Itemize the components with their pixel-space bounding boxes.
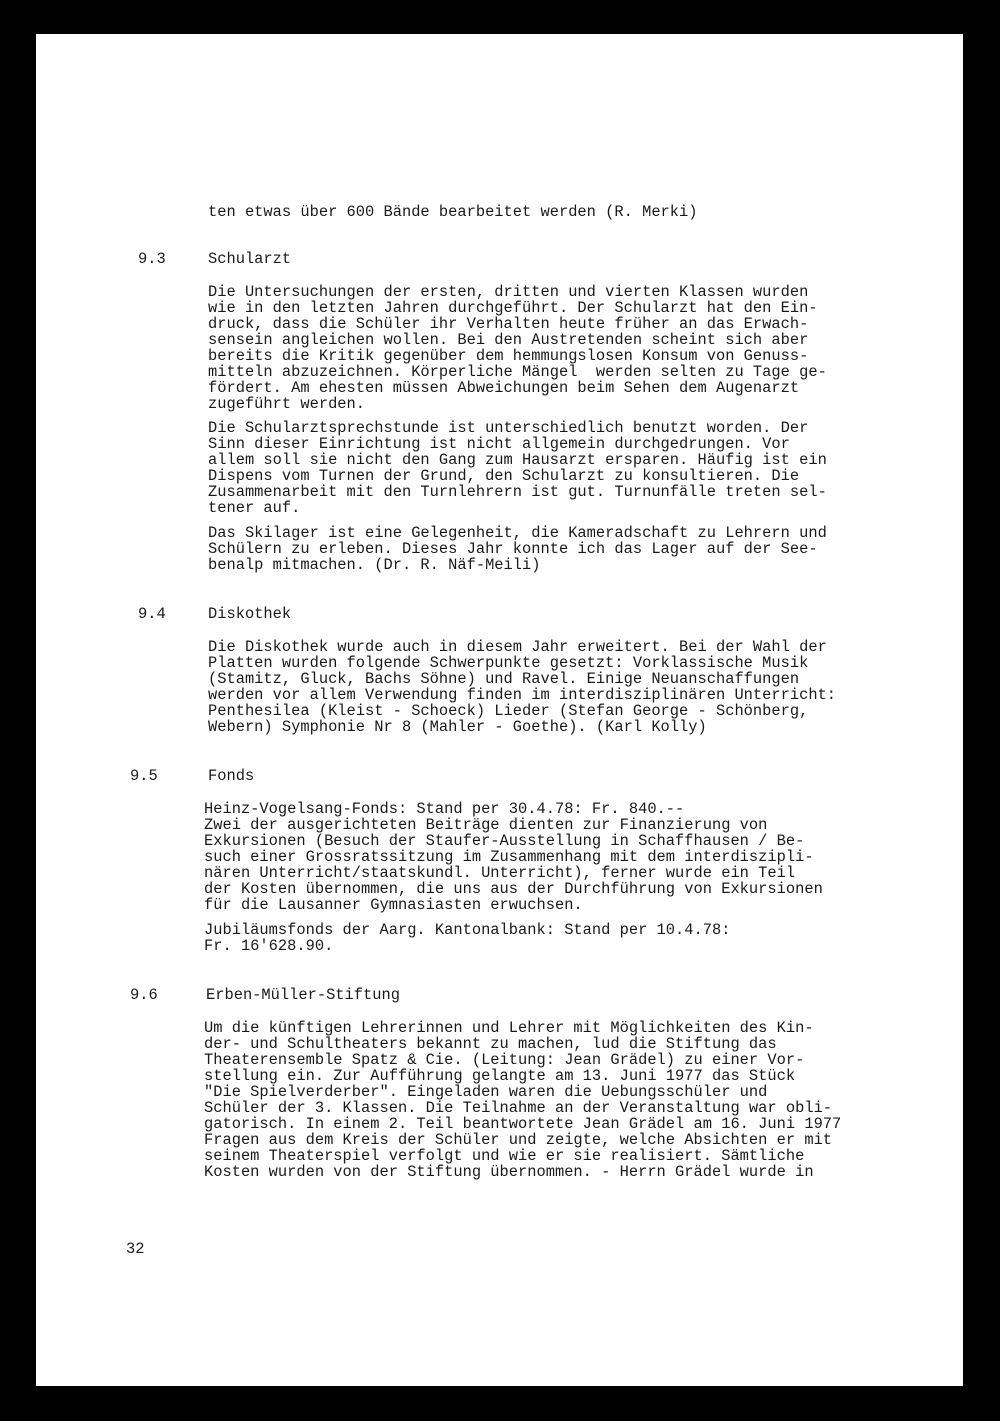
text-line: Schülern zu erleben. Dieses Jahr konnte ich das Lager auf der See- xyxy=(208,540,818,558)
text-line: seinem Theaterspiel verfolgt und wie er sie realisiert. Sämtliche xyxy=(204,1147,805,1165)
section-title: Erben-Müller-Stiftung xyxy=(206,986,400,1004)
section-number: 9.4 xyxy=(138,605,166,623)
text-line: Schüler der 3. Klassen. Die Teilnahme an der Veranstaltung war obli- xyxy=(204,1099,833,1117)
text-line: sensein angleichen wollen. Bei den Austretenden scheint sich aber xyxy=(208,331,809,349)
text-line: der- und Schultheaters bekannt zu machen, lud die Stiftung das xyxy=(204,1035,777,1053)
text-line: (Stamitz, Gluck, Bachs Söhne) und Ravel. Einige Neuanschaffungen xyxy=(208,670,800,688)
text-line: tener auf. xyxy=(208,499,301,517)
document-page xyxy=(36,34,963,1386)
text-line: werden vor allem Verwendung finden im interdisziplinären Unterricht: xyxy=(208,686,837,704)
text-line: bereits die Kritik gegenüber dem hemmungslosen Konsum von Genuss- xyxy=(208,347,809,365)
text-line: für die Lausanner Gymnasiasten erwuchsen. xyxy=(204,896,583,914)
text-line: Die Untersuchungen der ersten, dritten und vierten Klassen wurden xyxy=(208,283,809,301)
text-line: Sinn dieser Einrichtung ist nicht allgemein durchgedrungen. Vor xyxy=(208,435,790,453)
text-line: fördert. Am ehesten müssen Abweichungen beim Sehen dem Augenarzt xyxy=(208,379,800,397)
text-line: Platten wurden folgende Schwerpunkte gesetzt: Vorklassische Musik xyxy=(208,654,809,672)
section-title: Diskothek xyxy=(208,605,292,623)
page-number: 32 xyxy=(126,1240,145,1258)
text-line: Dispens vom Turnen der Grund, den Schularzt zu konsultieren. Die xyxy=(208,467,800,485)
section-title: Schularzt xyxy=(208,250,292,268)
text-line: Um die künftigen Lehrerinnen und Lehrer mit Möglichkeiten des Kin- xyxy=(204,1019,814,1037)
text-line: Die Diskothek wurde auch in diesem Jahr erweitert. Bei der Wahl der xyxy=(208,638,827,656)
text-line: Zwei der ausgerichteten Beiträge dienten zur Finanzierung von xyxy=(204,816,768,834)
text-line: Penthesilea (Kleist - Schoeck) Lieder (Stefan George - Schönberg, xyxy=(208,702,809,720)
text-line: Zusammenarbeit mit den Turnlehrern ist gut. Turnunfälle treten sel- xyxy=(208,483,827,501)
section-number: 9.6 xyxy=(130,986,158,1004)
text-line: zugeführt werden. xyxy=(208,395,366,413)
text-line: benalp mitmachen. (Dr. R. Näf-Meili) xyxy=(208,556,541,574)
section-number: 9.5 xyxy=(130,767,158,785)
text-line: allem soll sie nicht den Gang zum Hausarzt ersparen. Häufig ist ein xyxy=(208,451,827,469)
text-line: Fr. 16'628.90. xyxy=(204,937,334,955)
text-line: Kosten wurden von der Stiftung übernommen. - Herrn Grädel wurde in xyxy=(204,1163,814,1181)
text-line: nären Unterricht/staatskundl. Unterricht), ferner wurde ein Teil xyxy=(204,864,796,882)
text-line: Das Skilager ist eine Gelegenheit, die Kameradschaft zu Lehrern und xyxy=(208,524,827,542)
section-number: 9.3 xyxy=(138,250,166,268)
text-line: gatorisch. In einem 2. Teil beantwortete Jean Grädel am 16. Juni 1977 xyxy=(204,1115,842,1133)
text-line: wie in den letzten Jahren durchgeführt. Der Schularzt hat den Ein- xyxy=(208,299,818,317)
text-line: der Kosten übernommen, die uns aus der Durchführung von Exkursionen xyxy=(204,880,823,898)
text-line: Exkursionen (Besuch der Staufer-Ausstellung in Schaffhausen / Be- xyxy=(204,832,805,850)
text-line: Webern) Symphonie Nr 8 (Mahler - Goethe). (Karl Kolly) xyxy=(208,718,707,736)
section-title: Fonds xyxy=(208,767,255,785)
text-line: Heinz-Vogelsang-Fonds: Stand per 30.4.78: Fr. 840.-- xyxy=(204,800,685,818)
text-line: Theaterensemble Spatz & Cie. (Leitung: Jean Grädel) zu einer Vor- xyxy=(204,1051,805,1069)
text-line: Fragen aus dem Kreis der Schüler und zeigte, welche Absichten er mit xyxy=(204,1131,833,1149)
text-line: Jubiläumsfonds der Aarg. Kantonalbank: Stand per 10.4.78: xyxy=(204,921,731,939)
text-line: stellung ein. Zur Aufführung gelangte am 13. Juni 1977 das Stück xyxy=(204,1067,796,1085)
text-line: Die Schularztsprechstunde ist unterschiedlich benutzt worden. Der xyxy=(208,419,809,437)
text-line: druck, dass die Schüler ihr Verhalten heute früher an das Erwach- xyxy=(208,315,809,333)
intro-line: ten etwas über 600 Bände bearbeitet werden (R. Merki) xyxy=(208,203,698,221)
text-line: "Die Spielverderber". Eingeladen waren die Uebungsschüler und xyxy=(204,1083,768,1101)
text-line: mitteln abzuzeichnen. Körperliche Mängel werden selten zu Tage ge- xyxy=(208,363,827,381)
text-line: such einer Grossratssitzung im Zusammenhang mit dem interdiszipli- xyxy=(204,848,814,866)
